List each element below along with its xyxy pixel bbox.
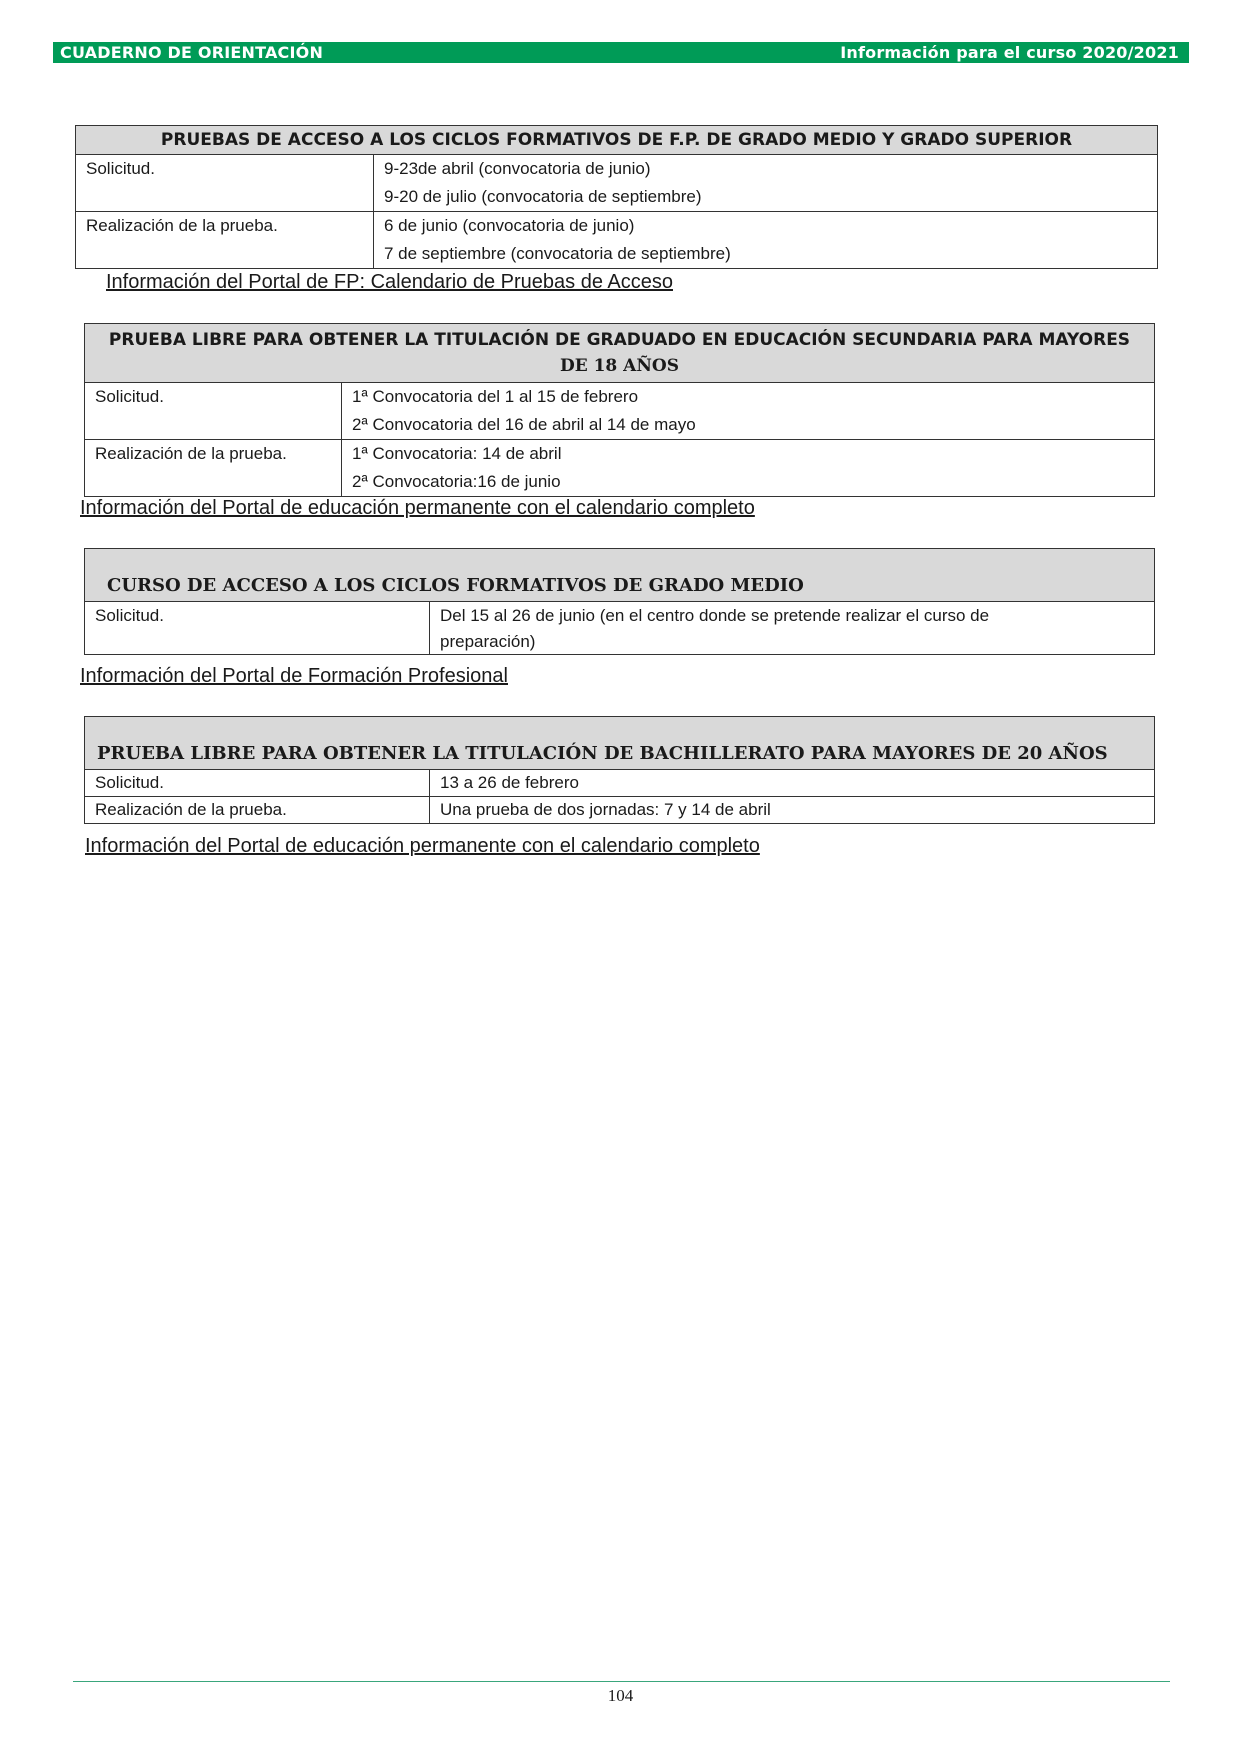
- table-title: PRUEBAS DE ACCESO A LOS CICLOS FORMATIVOS DE F.P. DE GRADO MEDIO Y GRADO SUPERIOR: [76, 126, 1158, 155]
- page-number: 104: [607, 1686, 634, 1705]
- row-value: 6 de junio (convocatoria de junio) 7 de septiembre (convocatoria de septiembre): [374, 212, 1158, 269]
- row-label: Solicitud.: [76, 155, 374, 212]
- row-value: 1ª Convocatoria del 1 al 15 de febrero 2ª Convocatoria del 16 de abril al 14 de mayo: [342, 383, 1155, 440]
- fp-access-test-table: [75, 125, 1158, 269]
- row-label: Realización de la prueba.: [85, 797, 430, 824]
- table-title: PRUEBA LIBRE PARA OBTENER LA TITULACIÓN DE BACHILLERATO PARA MAYORES DE 20 AÑOS: [85, 717, 1155, 770]
- row-label: Realización de la prueba.: [76, 212, 374, 269]
- permanent-education-portal-link-2[interactable]: Información del Portal de educación permanente con el calendario completo: [85, 835, 760, 857]
- header-right-title: Información para el curso 2020/2021: [840, 43, 1179, 62]
- bachillerato-free-test-table: [84, 716, 1155, 824]
- footer-rule: [73, 1681, 1170, 1682]
- eso-free-test-table: [84, 323, 1155, 497]
- row-value: Del 15 al 26 de junio (en el centro donde se pretende realizar el curso de preparación): [430, 602, 1155, 655]
- access-course-table: [84, 548, 1155, 655]
- fp-training-portal-link[interactable]: Información del Portal de Formación Profesional: [80, 665, 508, 687]
- row-label: Realización de la prueba.: [85, 440, 342, 497]
- table-row: [85, 602, 1155, 655]
- row-value: 13 a 26 de febrero: [430, 770, 1155, 797]
- table-row: [85, 770, 1155, 797]
- row-label: Solicitud.: [85, 383, 342, 440]
- table-row: [76, 155, 1158, 212]
- row-value: 1ª Convocatoria: 14 de abril 2ª Convocatoria:16 de junio: [342, 440, 1155, 497]
- header-left-title: CUADERNO DE ORIENTACIÓN: [60, 43, 324, 62]
- row-label: Solicitud.: [85, 770, 430, 797]
- fp-portal-link[interactable]: Información del Portal de FP: Calendario de Pruebas de Acceso: [106, 271, 673, 293]
- permanent-education-portal-link[interactable]: Información del Portal de educación permanente con el calendario completo: [80, 497, 755, 519]
- table-row: [76, 212, 1158, 269]
- document-header: [53, 42, 1189, 63]
- row-value: Una prueba de dos jornadas: 7 y 14 de abril: [430, 797, 1155, 824]
- table-row: [85, 383, 1155, 440]
- row-value: 9-23de abril (convocatoria de junio) 9-20 de julio (convocatoria de septiembre): [374, 155, 1158, 212]
- table-row: [85, 440, 1155, 497]
- table-title: PRUEBA LIBRE PARA OBTENER LA TITULACIÓN DE GRADUADO EN EDUCACIÓN SECUNDARIA PARA MAYORES DE 18 AÑOS: [85, 324, 1155, 383]
- table-row: [85, 797, 1155, 824]
- row-label: Solicitud.: [85, 602, 430, 655]
- table-title: CURSO DE ACCESO A LOS CICLOS FORMATIVOS DE GRADO MEDIO: [85, 549, 1155, 602]
